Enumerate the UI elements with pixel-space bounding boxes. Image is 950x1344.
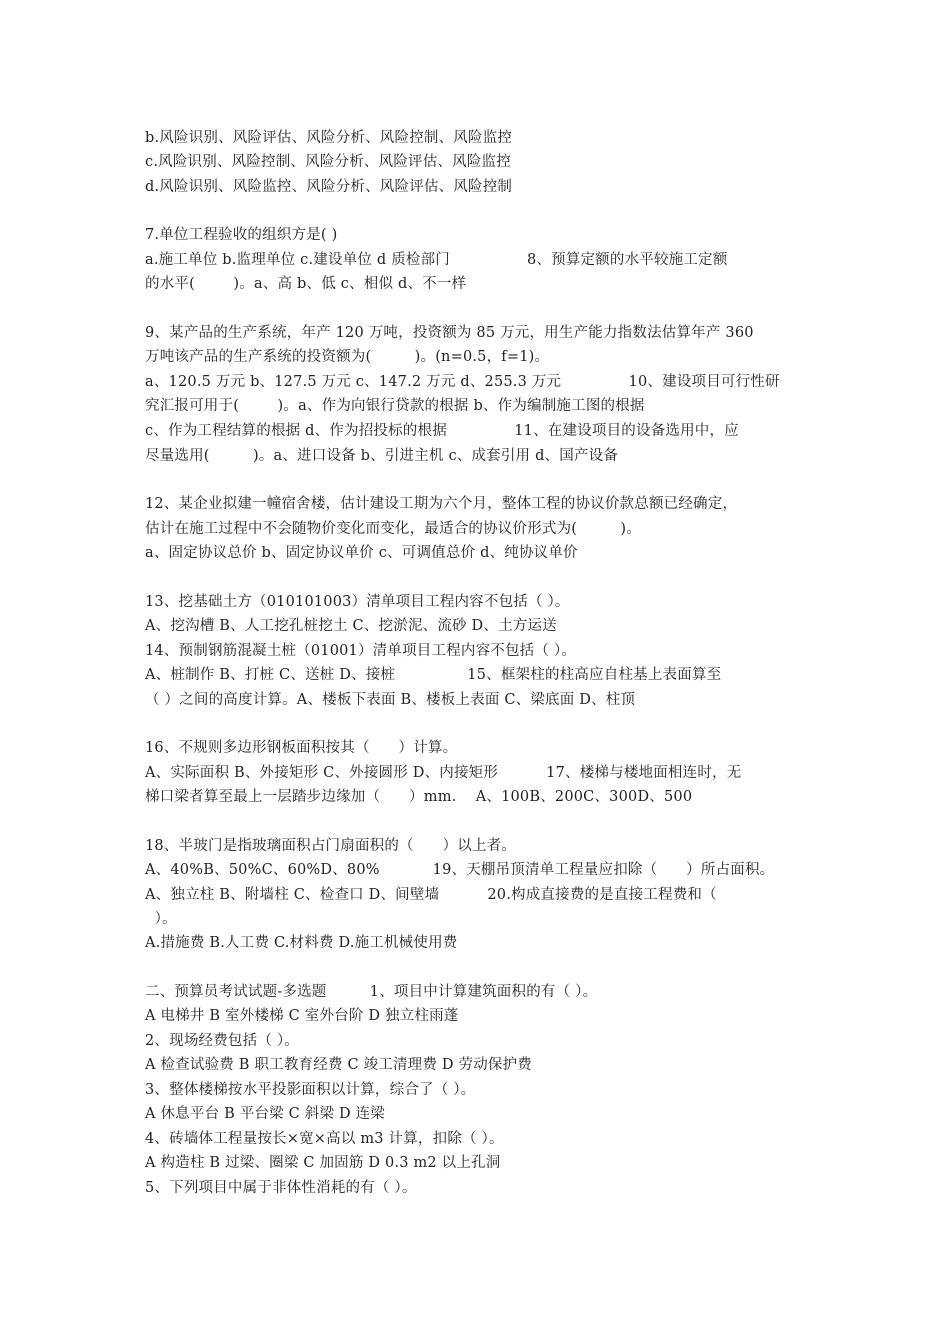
text-line: d.风险识别、风险监控、风险分析、风险评估、风险控制 xyxy=(145,179,513,195)
text-line: A、挖沟槽 B、人工挖孔桩挖土 C、挖淤泥、流砂 D、土方运送 xyxy=(145,618,557,634)
text-line: 究汇报可用于( )。a、作为向银行贷款的根据 b、作为编制施工图的根据 xyxy=(145,398,645,414)
text-line: 的水平( )。a、高 b、低 c、相似 d、不一样 xyxy=(145,276,467,292)
text-line: A、40%B、50%C、60%D、80% 19、天棚吊顶清单工程量应扣除（ ）所占面积。 xyxy=(145,862,775,878)
text-line: 7.单位工程验收的组织方是( ) xyxy=(145,227,338,243)
text-line: （ ）之间的高度计算。A、楼板下表面 B、楼板上表面 C、梁底面 D、柱顶 xyxy=(145,692,636,708)
text-line: 尽量选用( )。a、进口设备 b、引进主机 c、成套引用 d、国产设备 xyxy=(145,448,619,464)
text-line: ）。 xyxy=(145,911,177,927)
text-line: c、作为工程结算的根据 d、作为招投标的根据 11、在建设项目的设备选用中，应 xyxy=(145,423,739,439)
text-line: b.风险识别、风险评估、风险分析、风险控制、风险监控 xyxy=(145,130,513,146)
text-line: A 构造柱 B 过梁、圈梁 C 加固筋 D 0.3 m2 以上孔洞 xyxy=(145,1155,501,1171)
text-line: 9、某产品的生产系统，年产 120 万吨，投资额为 85 万元，用生产能力指数法估算年产 360 xyxy=(145,325,754,341)
text-line: 5、下列项目中属于非体性消耗的有（ ）。 xyxy=(145,1180,417,1196)
text-line: 16、不规则多边形钢板面积按其（ ）计算。 xyxy=(145,740,458,756)
text-line: A、实际面积 B、外接矩形 C、外接圆形 D、内接矩形 17、楼梯与楼地面相连时，无 xyxy=(145,765,742,781)
text-line: a.施工单位 b.监理单位 c.建设单位 d 质检部门 8、预算定额的水平较施工定额 xyxy=(145,252,728,268)
text-line: A 休息平台 B 平台梁 C 斜梁 D 连梁 xyxy=(145,1106,386,1122)
text-line: 13、挖基础土方（010101003）清单项目工程内容不包括（ ）。 xyxy=(145,594,570,610)
text-line: 估计在施工过程中不会随物价变化而变化，最适合的协议价形式为( )。 xyxy=(145,521,641,537)
text-line: a、固定协议总价 b、固定协议单价 c、可调值总价 d、纯协议单价 xyxy=(145,545,578,561)
text-line: a、120.5 万元 b、127.5 万元 c、147.2 万元 d、255.3 万元 10、建设项目可行性研 xyxy=(145,374,780,390)
text-line: 万吨该产品的生产系统的投资额为( )。(n=0.5，f=1)。 xyxy=(145,349,550,365)
text-line: 12、某企业拟建一幢宿舍楼，估计建设工期为六个月，整体工程的协议价款总额已经确定， xyxy=(145,496,738,512)
text-line: A、独立柱 B、附墙柱 C、检查口 D、间壁墙 20.构成直接费的是直接工程费和（ xyxy=(145,887,717,903)
text-line: 二、预算员考试试题-多选题 1、项目中计算建筑面积的有（ ）。 xyxy=(145,984,598,1000)
text-line: 梯口梁者算至最上一层踏步边缘加（ ）mm. A、100B、200C、300D、500 xyxy=(145,789,693,805)
text-line: A 电梯井 B 室外楼梯 C 室外台阶 D 独立柱雨蓬 xyxy=(145,1008,459,1024)
text-line: A 检查试验费 B 职工教育经费 C 竣工清理费 D 劳动保护费 xyxy=(145,1057,533,1073)
text-line: 2、现场经费包括（ ）。 xyxy=(145,1033,299,1049)
text-line: 18、半玻门是指玻璃面积占门扇面积的（ ）以上者。 xyxy=(145,838,517,854)
text-line: A、桩制作 B、打桩 C、送桩 D、接桩 15、框架柱的柱高应自柱基上表面算至 xyxy=(145,667,722,683)
text-line: 3、整体楼梯按水平投影面积以计算，综合了（ ）。 xyxy=(145,1082,476,1098)
text-line: A.措施费 B.人工费 C.材料费 D.施工机械使用费 xyxy=(145,935,458,951)
text-line: c.风险识别、风险控制、风险分析、风险评估、风险监控 xyxy=(145,154,511,170)
text-line: 14、预制钢筋混凝土桩（01001）清单项目工程内容不包括（ ）。 xyxy=(145,643,577,659)
text-line: 4、砖墙体工程量按长×宽×高以 m3 计算，扣除（ ）。 xyxy=(145,1131,504,1147)
